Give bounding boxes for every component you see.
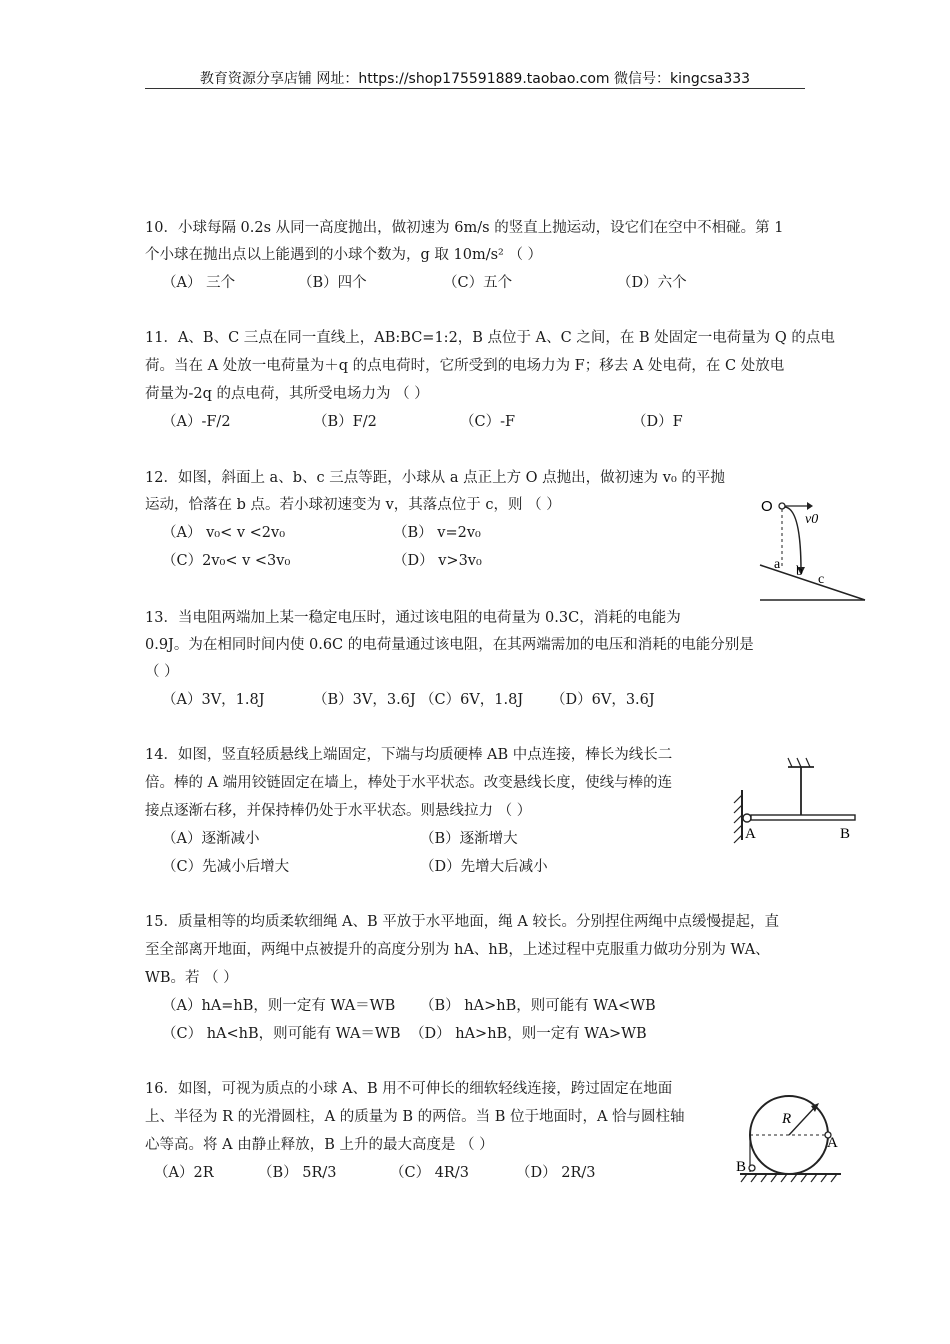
q11-line3: 荷量为-2q 的点电荷，其所受电场力为 （ ）	[145, 386, 429, 402]
q13-option-b: （B）3V，3.6J	[313, 692, 416, 708]
q16-option-c: （C） 4R/3	[390, 1165, 469, 1181]
q12-option-b: （B） v=2v₀	[393, 525, 481, 541]
q12-option-d: （D） v>3v₀	[393, 553, 482, 569]
q11-option-c: （C）-F	[460, 414, 516, 430]
q16-line2: 上、半径为 R 的光滑圆柱，A 的质量为 B 的两倍。当 B 位于地面时，A 恰与圆柱轴	[145, 1109, 685, 1125]
q16-radius-arrow	[789, 1107, 815, 1135]
q12-projectile-diagram	[755, 495, 870, 605]
q16-ball-b	[749, 1165, 755, 1171]
q14-option-c: （C）先减小后增大	[162, 859, 290, 875]
q14-option-b: （B）逐渐增大	[420, 831, 518, 847]
q10-option-d: （D）六个	[617, 275, 687, 291]
q12-label-o: O	[761, 498, 773, 515]
q14-label-b: B	[840, 826, 851, 842]
q13-option-a: （A）3V，1.8J	[162, 692, 265, 708]
q12-label-a: a	[774, 557, 781, 572]
q12-velocity-arrowhead	[807, 502, 813, 510]
q15-option-c: （C） hA<hB，则可能有 WA＝WB	[162, 1026, 401, 1042]
q12-option-a: （A） v₀< v <2v₀	[162, 525, 286, 541]
q10-line2: 个小球在抛出点以上能遇到的小球个数为，g 取 10m/s² （ ）	[145, 247, 543, 263]
q11-option-b: （B）F/2	[313, 414, 377, 430]
q16-option-b: （B） 5R/3	[258, 1165, 337, 1181]
q14-option-d: （D）先增大后减小	[420, 859, 548, 875]
q14-rod-diagram	[730, 755, 860, 845]
q16-line1: 16．如图，可视为质点的小球 A、B 用不可伸长的细软轻线连接，跨过固定在地面	[145, 1081, 673, 1097]
q13-option-d: （D）6V，3.6J	[551, 692, 655, 708]
q13-line1: 13．当电阻两端加上某一稳定电压时，通过该电阻的电荷量为 0.3C，消耗的电能为	[145, 610, 681, 626]
q12-ball-o	[779, 503, 785, 509]
q15-option-a: （A）hA=hB，则一定有 WA＝WB	[162, 998, 396, 1014]
q12-trajectory	[785, 507, 801, 571]
q14-line3: 接点逐渐右移，并保持棒仍处于水平状态。则悬线拉力 （ ）	[145, 803, 532, 819]
q12-line2: 运动，恰落在 b 点。若小球初速变为 v，其落点位于 c，则 （ ）	[145, 497, 561, 513]
page-header: 教育资源分享店铺 网址：https://shop175591889.taobao.com 微信号：kingcsa333	[199, 71, 751, 87]
q10-option-a: （A） 三个	[162, 275, 236, 291]
q16-label-r: R	[782, 1111, 792, 1127]
q11-line2: 荷。当在 A 处放一电荷量为＋q 的点电荷时，它所受到的电场力为 F；移去 A 处电荷，在 C 处放电	[145, 358, 785, 374]
q16-option-a: （A）2R	[154, 1165, 214, 1181]
q10-option-b: （B）四个	[298, 275, 367, 291]
q13-line3: （ ）	[145, 664, 179, 680]
q12-label-c: c	[818, 572, 825, 587]
q15-line1: 15．质量相等的均质柔软细绳 A、B 平放于水平地面，绳 A 较长。分别捏住两绳中点缓慢提起，直	[145, 914, 779, 930]
q16-label-b: B	[736, 1159, 747, 1175]
q12-label-v0: v0	[805, 512, 819, 527]
q14-line1: 14．如图，竖直轻质悬线上端固定，下端与均质硬棒 AB 中点连接，棒长为线长二	[145, 747, 673, 763]
q12-line1: 12．如图，斜面上 a、b、c 三点等距，小球从 a 点正上方 O 点抛出，做初速为 v₀ 的平抛	[145, 470, 725, 486]
q16-cylinder-diagram	[735, 1090, 845, 1185]
q14-line2: 倍。棒的 A 端用铰链固定在墙上，棒处于水平状态。改变悬线长度，使线与棒的连	[145, 775, 673, 791]
q10-line1: 10．小球每隔 0.2s 从同一高度抛出，做初速为 6m/s 的竖直上抛运动，设它们在空中不相碰。第 1	[145, 220, 784, 236]
q15-line2: 至全部离开地面，两绳中点被提升的高度分别为 hA、hB，上述过程中克服重力做功分别为 WA、	[145, 942, 770, 958]
q15-option-d: （D） hA>hB，则一定有 WA>WB	[410, 1026, 647, 1042]
q13-option-c: （C）6V，1.8J	[420, 692, 524, 708]
q14-rod	[751, 815, 855, 820]
q11-option-d: （D）F	[632, 414, 683, 430]
q15-option-b: （B） hA>hB，则可能有 WA<WB	[420, 998, 656, 1014]
q15-line3: WB。若 （ ）	[145, 970, 238, 986]
q12-label-b: b	[796, 564, 803, 579]
q11-line1: 11．A、B、C 三点在同一直线上，AB:BC=1:2，B 点位于 A、C 之间，在 B 处固定一电荷量为 Q 的点电	[145, 330, 835, 346]
q16-option-d: （D） 2R/3	[516, 1165, 596, 1181]
q14-option-a: （A）逐渐减小	[162, 831, 260, 847]
q10-option-c: （C）五个	[443, 275, 513, 291]
q12-option-c: （C）2v₀< v <3v₀	[162, 553, 291, 569]
q16-line3: 心等高。将 A 由静止释放，B 上升的最大高度是 （ ）	[145, 1137, 494, 1153]
q14-label-a: A	[745, 826, 756, 842]
q14-hinge	[743, 814, 751, 822]
header-divider	[145, 88, 805, 89]
q11-option-a: （A）-F/2	[162, 414, 231, 430]
q16-label-a: A	[827, 1135, 838, 1151]
q13-line2: 0.9J。为在相同时间内使 0.6C 的电荷量通过该电阻，在其两端需加的电压和消耗的电能分别是	[145, 637, 754, 653]
